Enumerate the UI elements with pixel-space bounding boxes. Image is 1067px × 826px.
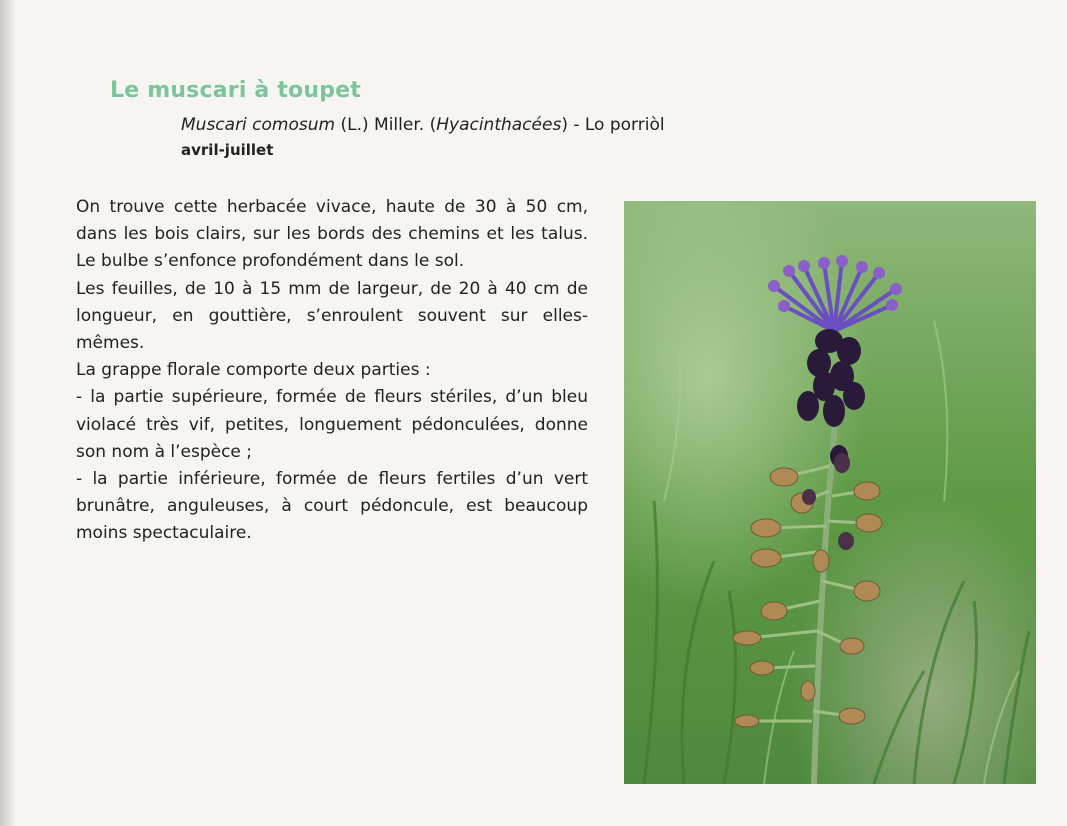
flowering-period: avril-juillet (181, 141, 274, 159)
family-name: Hyacinthacées (436, 115, 562, 135)
muscari-illustration (624, 201, 1036, 784)
paragraph-leaves: Les feuilles, de 10 à 15 mm de largeur, de 20 à 40 cm de longueur, en gouttière, s’enroulent souvent sur elles-mêmes. (76, 278, 588, 354)
page-title: Le muscari à toupet (110, 78, 361, 103)
paragraph-raceme-intro: La grappe florale comporte deux parties : (76, 360, 431, 381)
description-text (76, 194, 588, 548)
scientific-name: Muscari comosum (181, 115, 336, 135)
paragraph-lower-part: - la partie inférieure, formée de fleurs fertiles d’un vert brunâtre, anguleuses, à court pédoncule, est beaucoup moins spectaculaire. (76, 469, 588, 544)
author-citation: (L.) Miller. ( (335, 115, 437, 135)
local-name: ) - Lo porriòl (561, 115, 665, 135)
page-binding-shadow (0, 0, 16, 826)
paragraph-upper-part: - la partie supérieure, formée de fleurs stériles, d’un bleu violacé très vif, petites, longuement pédonculées, donne son nom à l’espèce ; (76, 387, 588, 462)
scientific-line (181, 115, 665, 135)
paragraph-habitat: On trouve cette herbacée vivace, haute de 30 à 50 cm, dans les bois clairs, sur les bords des chemins et les talus. Le bulbe s’enfonce profondément dans le sol. (76, 197, 588, 272)
plant-photo (624, 201, 1036, 784)
